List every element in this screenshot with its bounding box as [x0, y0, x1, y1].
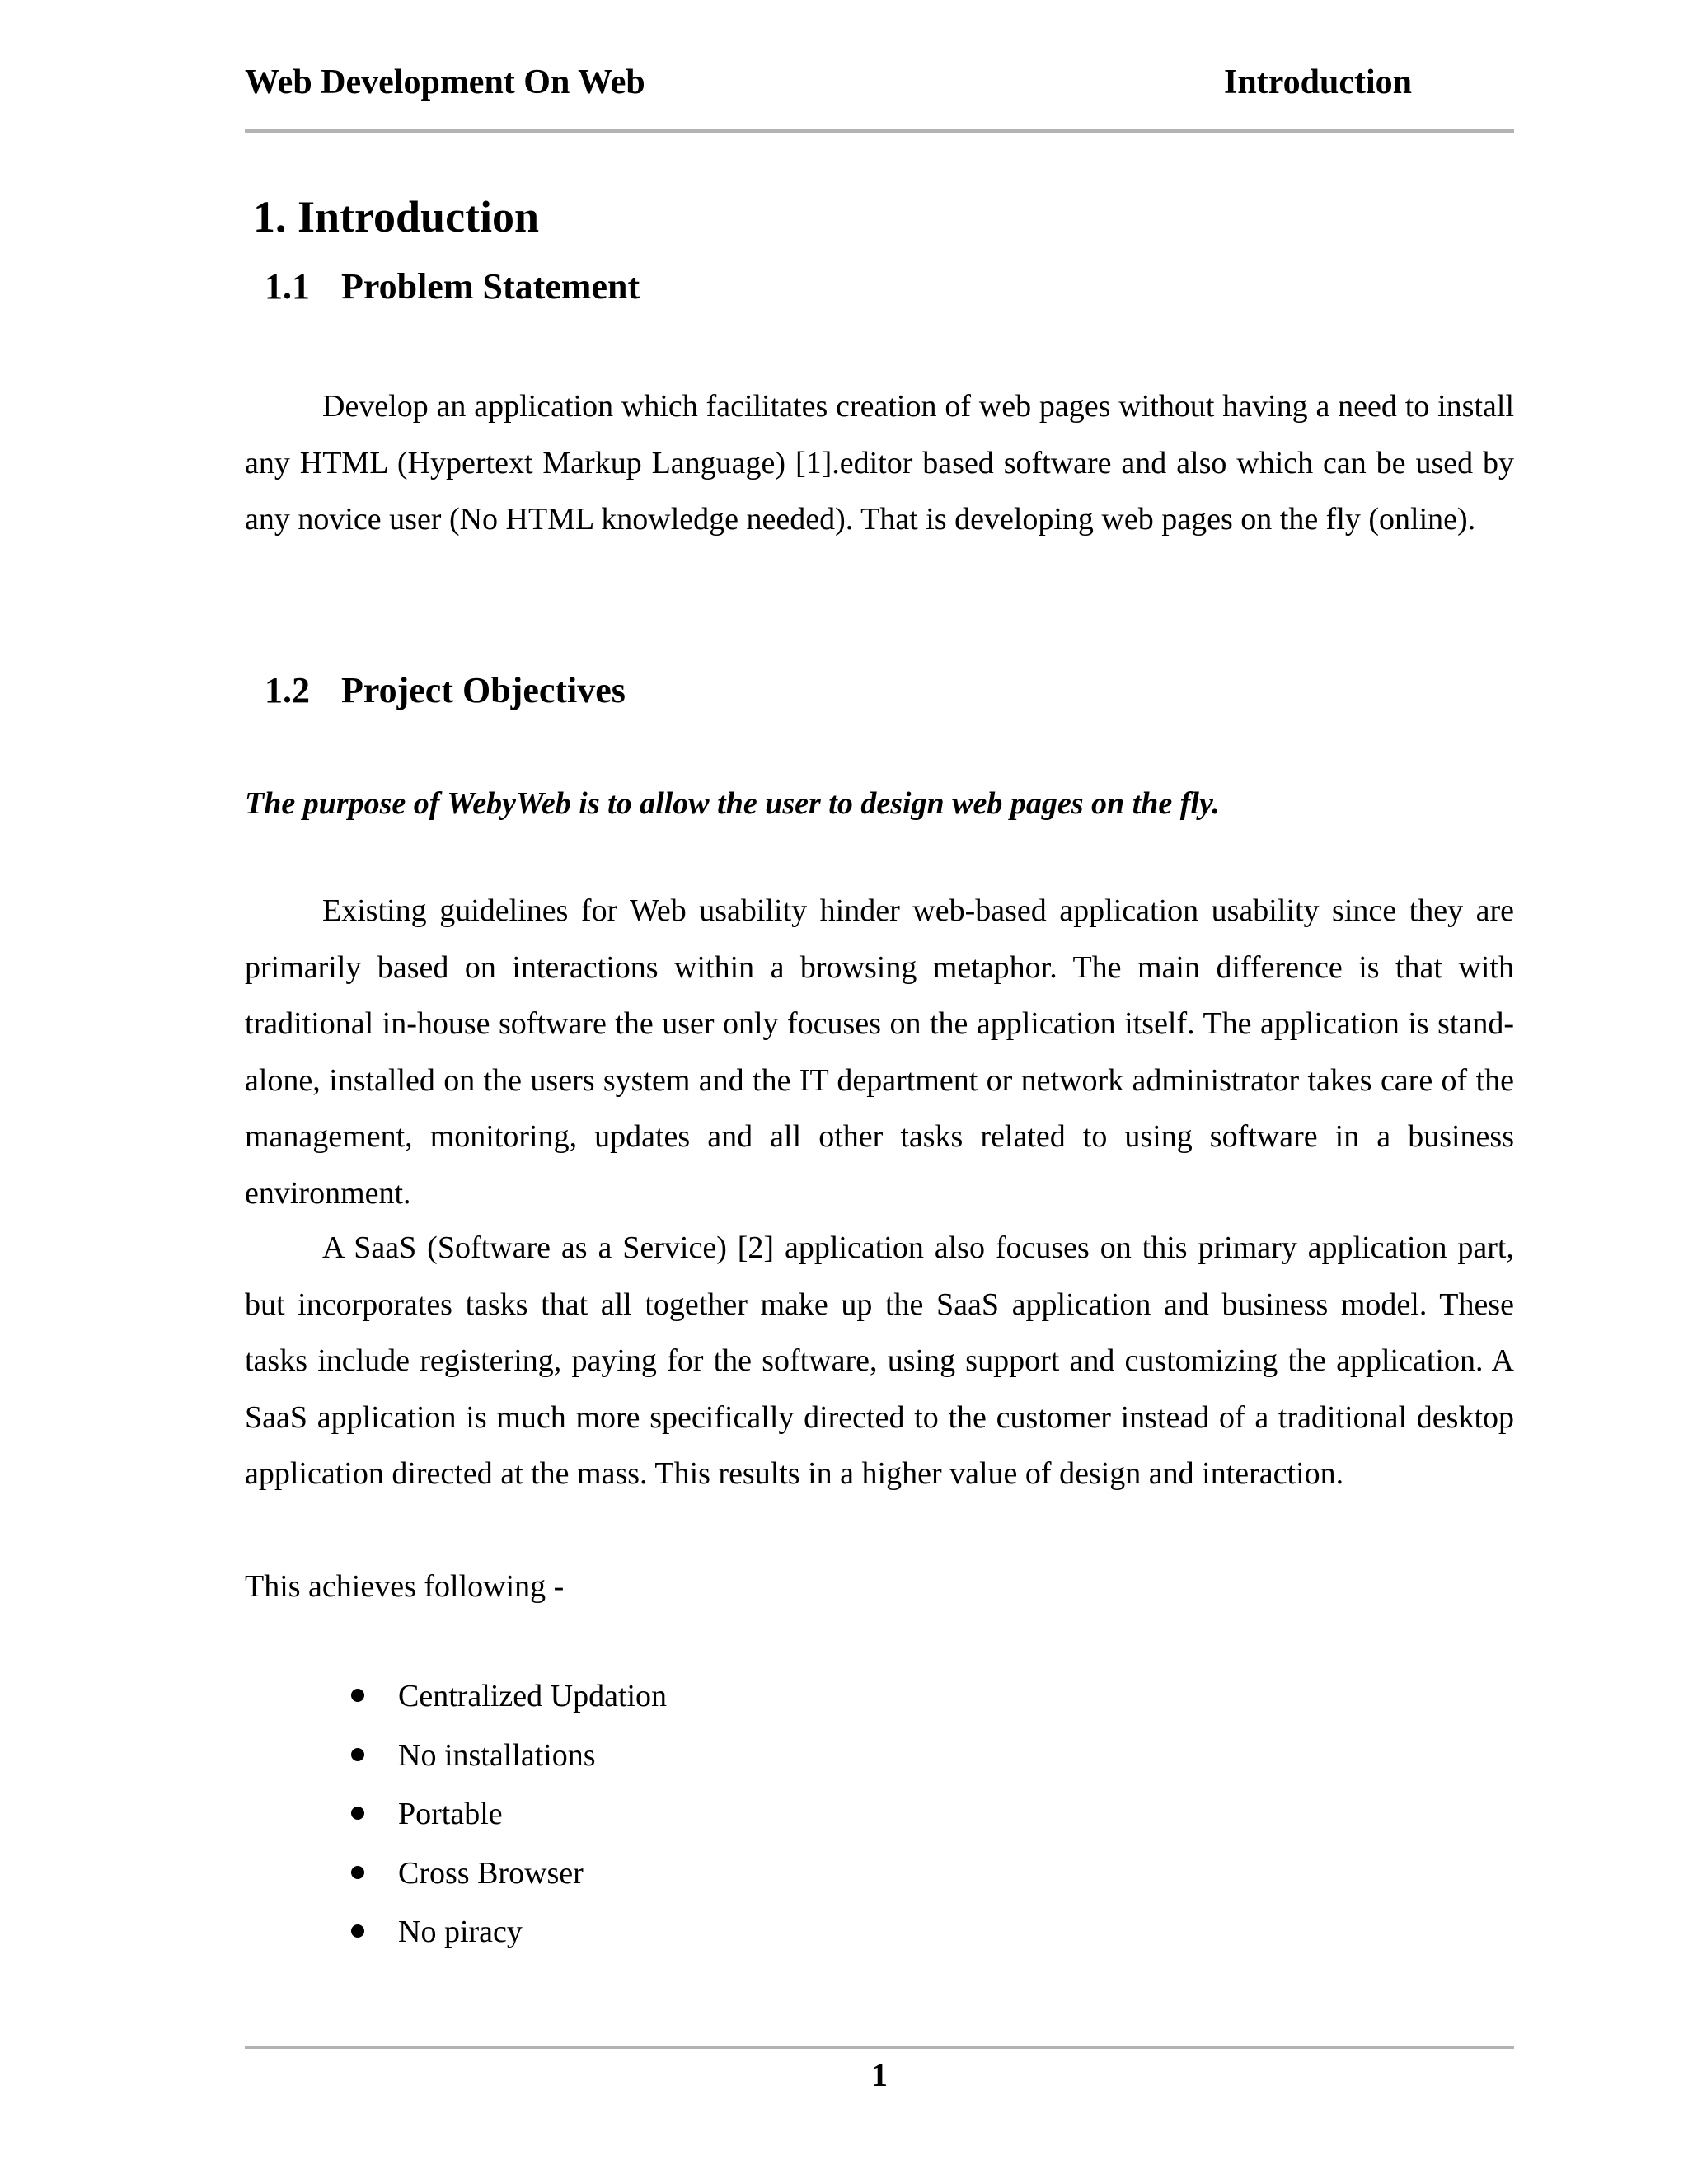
section-title: Introduction — [298, 192, 540, 241]
objectives-lead-in: This achieves following - — [245, 1569, 565, 1604]
bullet-icon — [351, 1807, 364, 1820]
list-item-text: Centralized Updation — [398, 1679, 668, 1713]
header-chapter-title: Introduction — [1224, 63, 1412, 101]
list-item — [346, 1788, 667, 1848]
header-divider — [245, 129, 1514, 133]
objectives-paragraph-saas: A SaaS (Software as a Service) [2] application also focuses on this primary application part, but incorporates tasks that all together make up the SaaS application and business model. These tasks include registering, paying for the software, using support and customizing the application. A SaaS application is much more specifically directed to the customer instead of a traditional desktop application directed at the mass. This results in a higher value of design and interaction. — [245, 1230, 1514, 1491]
list-item-text: No installations — [398, 1737, 596, 1773]
problem-statement-paragraph: Develop an application which facilitates creation of web pages without having a need to install any HTML (Hypertext Markup Language) [1].editor based software and also which can be used by any novice user (No HTML knowledge needed). That is developing web pages on the fly (online). — [245, 389, 1514, 537]
subsection-number: 1.2 — [265, 670, 310, 710]
footer-divider — [245, 2046, 1514, 2049]
objectives-bullet-list — [346, 1671, 667, 1966]
purpose-statement: The purpose of WebyWeb is to allow the user to design web pages on the fly. — [245, 786, 1220, 821]
list-item — [346, 1848, 667, 1907]
subsection-heading-problem-statement — [265, 262, 640, 312]
bullet-icon — [351, 1689, 364, 1702]
bullet-icon — [351, 1748, 364, 1761]
subsection-title: Problem Statement — [341, 266, 640, 307]
list-item — [346, 1906, 667, 1966]
list-item — [346, 1730, 667, 1789]
subsection-heading-project-objectives — [265, 666, 626, 715]
page-number: 1 — [871, 2056, 888, 2093]
section-number: 1. — [253, 192, 287, 241]
bullet-icon — [351, 1924, 364, 1938]
bullet-icon — [351, 1866, 364, 1879]
header-document-title: Web Development On Web — [245, 63, 645, 101]
list-item — [346, 1671, 667, 1730]
list-item-text: Cross Browser — [398, 1855, 584, 1891]
objectives-paragraph-usability: Existing guidelines for Web usability hinder web-based application usability since they are primarily based on interactions within a browsing metaphor. The main difference is that with traditional in-house software the user only focuses on the application itself. The application is stand-alone, installed on the users system and the IT department or network administrator takes care of the management, monitoring, updates and all other tasks related to using software in a business environment. — [245, 893, 1514, 1211]
list-item-text: Portable — [398, 1797, 503, 1831]
subsection-number: 1.1 — [265, 266, 310, 307]
subsection-title: Project Objectives — [341, 670, 626, 710]
section-heading — [253, 188, 539, 246]
running-header — [245, 58, 1412, 107]
list-item-text: No piracy — [398, 1915, 523, 1949]
